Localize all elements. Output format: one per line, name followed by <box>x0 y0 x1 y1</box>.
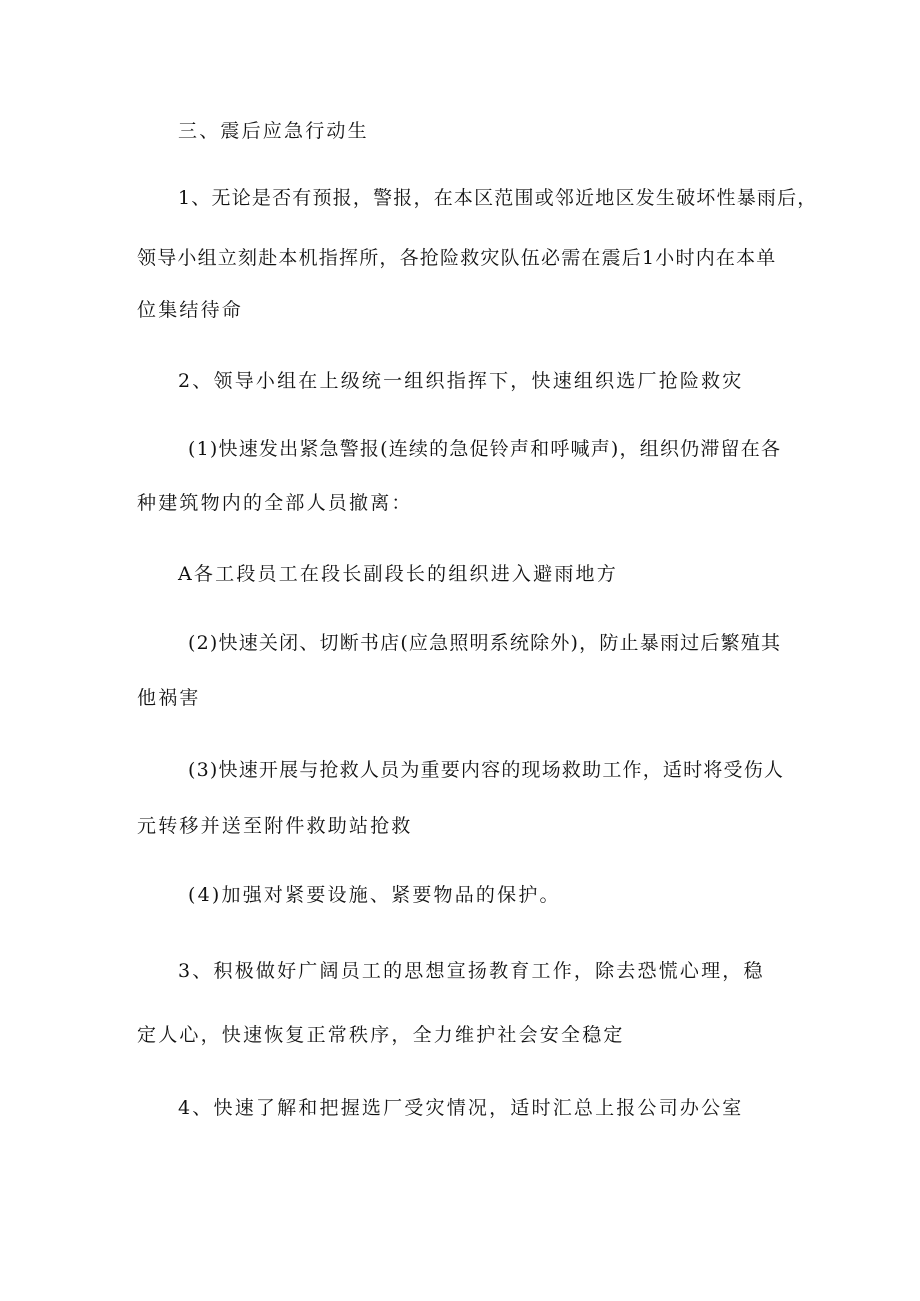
paragraph-8-line-1: 3、积极做好广阔员工的思想宣扬教育工作，除去恐慌心理，稳 <box>178 960 765 982</box>
paragraph-1-line-1: 1、无论是否有预报，警报，在本区范围或邻近地区发生破坏性暴雨后， <box>178 187 818 209</box>
paragraph-7-line-1: (4)加强对紧要设施、紧要物品的保护。 <box>188 884 561 906</box>
paragraph-5-line-2: 他祸害 <box>137 687 201 709</box>
paragraph-3-line-2: 种建筑物内的全部人员撤离： <box>137 492 413 514</box>
paragraph-6-line-2: 元转移并送至附件救助站抢救 <box>137 815 413 837</box>
paragraph-3-line-1: (1)快速发出紧急警报(连续的急促铃声和呼喊声)，组织仍滞留在各 <box>188 438 782 460</box>
paragraph-8-line-2: 定人心，快速恢复正常秩序，全力维护社会安全稳定 <box>137 1024 625 1046</box>
paragraph-2-line-1: 2、领导小组在上级统一组织指挥下，快速组织选厂抢险救灾 <box>178 370 744 392</box>
paragraph-5-line-1: (2)快速关闭、切断书店(应急照明系统除外)，防止暴雨过后繁殖其 <box>188 632 782 654</box>
paragraph-1-line-2: 领导小组立刻赴本机指挥所，各抢险救灾队伍必需在震后1小时内在本单 <box>137 247 777 269</box>
paragraph-4-line-1: A各工段员工在段长副段长的组织进入避雨地方 <box>178 563 618 585</box>
section-heading: 三、震后应急行动生 <box>178 120 369 142</box>
paragraph-9-line-1: 4、快速了解和把握选厂受灾情况，适时汇总上报公司办公室 <box>178 1097 744 1119</box>
paragraph-1-line-3: 位集结待命 <box>137 299 244 321</box>
paragraph-6-line-1: (3)快速开展与抢救人员为重要内容的现场救助工作，适时将受伤人 <box>188 759 785 781</box>
